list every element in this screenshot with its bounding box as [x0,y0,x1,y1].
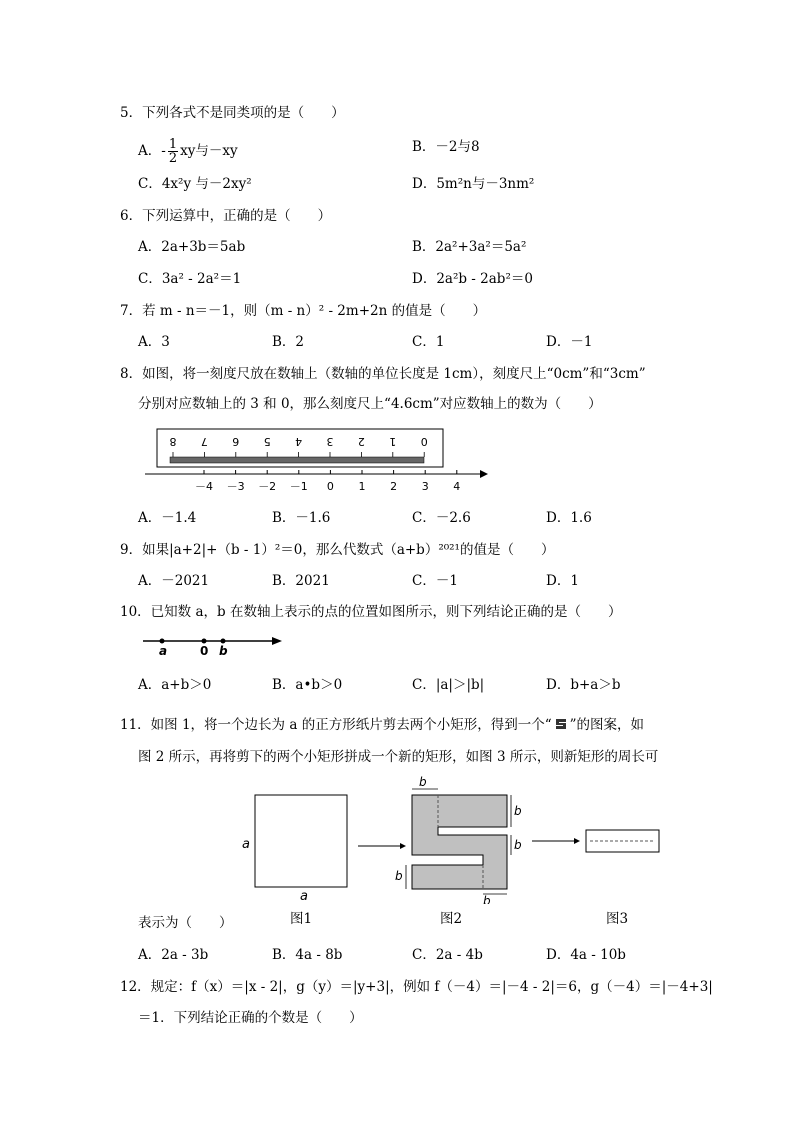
fig2-b-right1: b [514,804,522,818]
ruler-label: 2 [357,435,365,448]
q10-option-c[interactable]: C．|a|＞|b| [412,677,485,693]
q10-option-a[interactable]: A．a+b＞0 [138,677,212,693]
q6-stem: 6．下列运算中，正确的是（ ） [120,208,332,224]
point-b [221,639,226,644]
fraction-half: $\frac{1}{2}$ [168,137,178,166]
q11-option-a[interactable]: A．2a - 3b [138,947,209,963]
ruler-label: 8 [169,435,177,448]
q8-stem-line1: 8．如图，将一刻度尺放在数轴上（数轴的单位长度是 1cm），刻度尺上“0cm”和“3cm” [120,366,646,382]
q12-stem-line2: ＝1．下列结论正确的个数是（ ） [138,1010,363,1026]
axis-label: 2 [390,480,398,493]
q5-option-c[interactable]: C．4x²y 与－2xy² [138,176,252,192]
fig3-caption: 图3 [606,911,629,927]
q10-option-b[interactable]: B．a•b＞0 [272,677,343,693]
q6-option-a[interactable]: A．2a+3b＝5ab [138,239,246,255]
q11-option-b[interactable]: B．4a - 8b [272,947,343,963]
ruler-bar [170,457,424,463]
label-zero: 0 [200,644,209,658]
q5-stem: 5．下列各式不是同类项的是（ ） [120,105,345,121]
q9-option-b[interactable]: B．2021 [272,573,330,589]
q8-option-a[interactable]: A．－1.4 [138,510,197,526]
fig1-square [255,795,347,887]
ruler-label: 6 [232,435,240,448]
axis-label: －2 [258,480,277,493]
q5-option-d[interactable]: D．5m²n与－3nm² [412,176,535,192]
arrow-icon [574,838,580,844]
q11-stem-line1: 11．如图 1，将一个边长为 a 的正方形纸片剪去两个小矩形，得到一个“ ”的图案，如 [120,717,644,733]
axis-label: 0 [326,480,334,493]
q8-option-c[interactable]: C．－2.6 [412,510,471,526]
point-a [160,639,165,644]
q6-option-d[interactable]: D．2a²b - 2ab²＝0 [412,271,533,287]
q10-stem: 10．已知数 a，b 在数轴上表示的点的位置如图所示，则下列结论正确的是（ ） [120,604,622,620]
q9-option-d[interactable]: D．1 [546,573,579,589]
axis-label: －4 [195,480,213,493]
ruler-label: 4 [295,435,303,448]
fig2-caption: 图2 [440,911,463,927]
ruler-label: 7 [200,435,208,448]
axis-label: 1 [358,480,366,493]
arrow-icon [480,470,488,478]
q11-stem-line2: 图 2 所示，再将剪下的两个小矩形拼成一个新的矩形，如图 3 所示，则新矩形的周长可 [138,749,659,765]
q11-figures [240,774,680,904]
fig2-b-top: b [419,775,427,789]
q7-option-c[interactable]: C．1 [412,334,445,350]
label-a: a [159,644,168,658]
q5-option-a[interactable]: A．- $\frac{1}{2}$ xy与－xy [138,137,238,166]
q7-option-d[interactable]: D．－1 [546,334,593,350]
ruler-label: 0 [420,435,428,448]
arrow-icon [400,843,406,849]
fig1-caption: 图1 [290,911,313,927]
q5-option-b[interactable]: B．－2与8 [412,139,480,155]
q6-option-c[interactable]: C．3a² - 2a²＝1 [138,271,242,287]
ruler-label: 3 [326,435,334,448]
fig2-b-right2: b [514,838,522,852]
q10-option-d[interactable]: D．b+a＞b [546,677,621,693]
fig1-bottom-label: a [300,889,308,904]
q11-option-c[interactable]: C．2a - 4b [412,947,483,963]
q9-option-c[interactable]: C．－1 [412,573,458,589]
fig2-b-left: b [395,869,403,883]
ruler-label: 1 [389,435,397,448]
axis-label: 3 [421,480,429,493]
q12-stem-line1: 12．规定：f（x）＝|x - 2|，g（y）＝|y+3|，例如 f（－4）＝|－4 - 2|＝6，g（－4）＝|－4+3| [120,979,713,995]
q7-option-b[interactable]: B．2 [272,334,305,350]
arrow-icon [272,637,282,645]
ruler-number-line-figure [140,424,490,494]
q8-stem-line2: 分别对应数轴上的 3 和 0，那么刻度尺上“4.6cm”对应数轴上的数为（ ） [138,396,602,412]
q11-option-d[interactable]: D．4a - 10b [546,947,626,963]
axis-label: 4 [453,480,461,493]
q11-stem-line3: 表示为（ ） [138,915,233,931]
fig1-side-label: a [242,837,250,852]
q6-option-b[interactable]: B．2a²+3a²＝5a² [412,239,527,255]
q9-stem: 9．如果|a+2|+（b - 1）²＝0，那么代数式（a+b）²⁰²¹的值是（ ） [120,542,555,558]
q8-option-b[interactable]: B．－1.6 [272,510,331,526]
q7-stem: 7．若 m - n＝－1，则（m - n）² - 2m+2n 的值是（ ） [120,303,487,319]
s-shape-icon [555,718,567,730]
q10-number-line-figure [140,630,290,660]
fig2-b-bottom: b [483,894,491,904]
label-b: b [219,644,228,658]
fig2-s-shape [412,795,507,889]
axis-label: －3 [226,480,245,493]
q9-option-a[interactable]: A．－2021 [138,573,210,589]
point-zero [202,639,207,644]
axis-label: －1 [289,480,308,493]
q7-option-a[interactable]: A．3 [138,334,170,350]
ruler-label: 5 [263,435,271,448]
q8-option-d[interactable]: D．1.6 [546,510,592,526]
